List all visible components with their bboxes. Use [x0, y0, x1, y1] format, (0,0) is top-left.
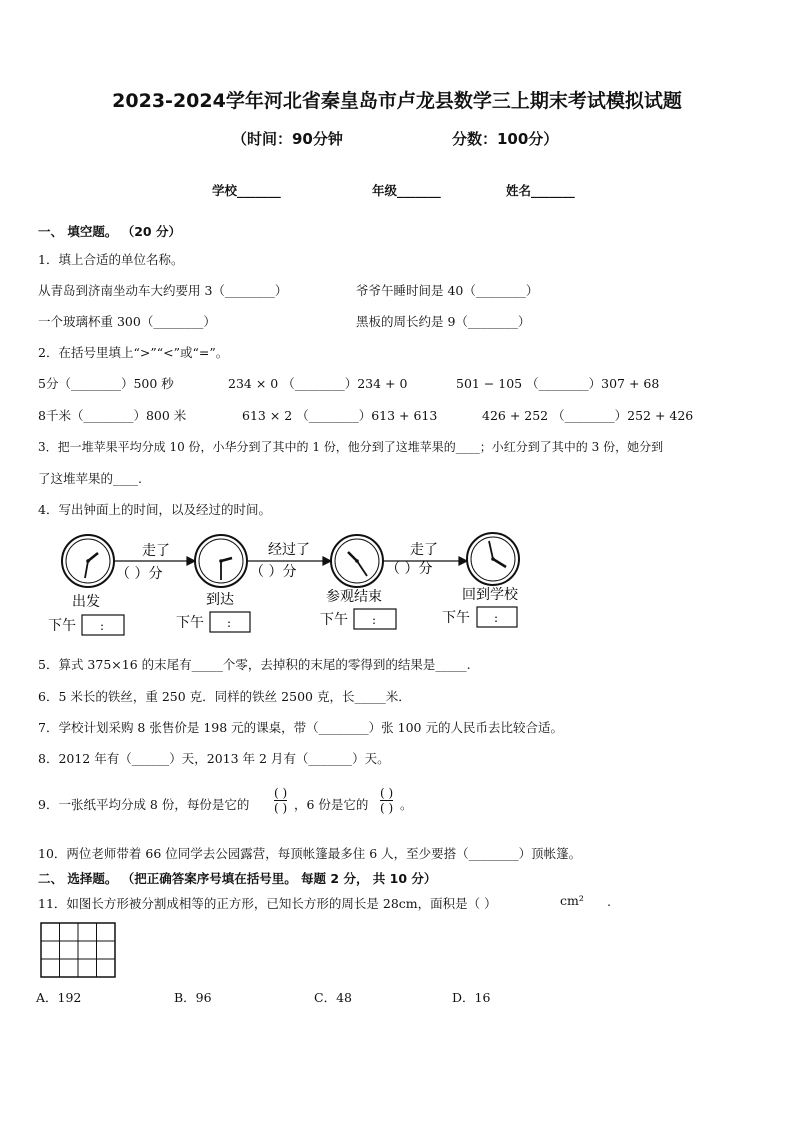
time-box-colon: : — [227, 616, 232, 630]
q1-item-c: 一个玻璃杯重 300（________） — [38, 314, 216, 329]
arrow-label-3: 走了 — [410, 542, 438, 558]
arrow-label-1: 走了 — [142, 543, 170, 559]
pm-label: 下午 — [176, 615, 204, 631]
q9-part-2: ，6 份是它的 — [294, 797, 369, 812]
q4-text: 4．写出钟面上的时间，以及经过的时间。 — [38, 502, 271, 517]
clock-diagram — [36, 527, 576, 642]
q1-text: 1．填上合适的单位名称。 — [38, 252, 184, 267]
q3-line-2: 了这堆苹果的____. — [38, 471, 142, 486]
exam-score: 分数：100分） — [452, 130, 559, 148]
q1-item-a: 从青岛到济南坐动车大约要用 3（________） — [38, 283, 288, 298]
q2-r2c3: 426 + 252 （________）252 + 426 — [482, 408, 694, 423]
q11-unit: cm² — [560, 893, 584, 908]
pm-label: 下午 — [320, 612, 348, 628]
q11-option-b[interactable]: B．96 — [174, 990, 212, 1005]
q1-item-b: 爷爷午睡时间是 40（________） — [356, 283, 539, 298]
q7-text: 7．学校计划采购 8 张售价是 198 元的课桌，带（________）张 100 元的人民币去比较合适。 — [38, 720, 563, 735]
rectangle-grid-figure — [40, 922, 116, 978]
q9-part-1: 9．一张纸平均分成 8 份，每份是它的 — [38, 797, 250, 812]
clock-icon — [62, 535, 114, 587]
pm-label: 下午 — [48, 618, 76, 634]
clock-icon — [331, 535, 383, 587]
elapsed-blank-3: （ ）分 — [386, 561, 433, 577]
section-2-heading: 二、 选择题。 （把正确答案序号填在括号里。 每题 2 分， 共 10 分） — [38, 871, 437, 886]
q8-text: 8．2012 年有（______）天，2013 年 2 月有（_______）天。 — [38, 751, 390, 766]
time-box-colon: : — [494, 611, 499, 625]
clock-label-1: 出发 — [72, 594, 100, 610]
q11-option-a[interactable]: A．192 — [36, 990, 82, 1005]
q2-r1c3: 501 − 105 （________）307 + 68 — [456, 376, 660, 391]
q6-text: 6．5 米长的铁丝，重 250 克．同样的铁丝 2500 克，长_____米． — [38, 689, 411, 704]
school-field: 学校_______ — [212, 183, 281, 198]
fraction-blank-1: ( ) ( ) — [274, 786, 288, 815]
q2-text: 2．在括号里填上“>”“<”或“=”。 — [38, 345, 229, 360]
q9-part-3: 。 — [400, 797, 413, 812]
elapsed-blank-2: （ ）分 — [250, 564, 297, 580]
time-box-colon: : — [372, 613, 377, 627]
clock-label-4: 回到学校 — [462, 587, 518, 603]
name-field: 姓名_______ — [506, 183, 575, 198]
clock-icon — [467, 533, 519, 585]
q11-option-c[interactable]: C．48 — [314, 990, 352, 1005]
q2-r2c2: 613 × 2 （________）613 + 613 — [242, 408, 438, 423]
q3-line-1: 3．把一堆苹果平均分成 10 份，小华分到了其中的 1 份，他分到了这堆苹果的____；小红分到了其中的 3 份，她分到 — [38, 440, 664, 454]
q2-r1c2: 234 × 0 （________）234 + 0 — [228, 376, 408, 391]
arrow-label-2: 经过了 — [268, 542, 310, 558]
q11-text: 11．如图长方形被分割成相等的正方形，已知长方形的周长是 28cm，面积是（ ） — [38, 896, 497, 911]
grade-field: 年级_______ — [372, 183, 441, 198]
q2-r1c1: 5分（________）500 秒 — [38, 376, 174, 391]
q11-option-d[interactable]: D．16 — [452, 990, 491, 1005]
q11-end: . — [607, 894, 611, 909]
q1-item-d: 黑板的周长约是 9（________） — [356, 314, 531, 329]
exam-time: （时间：90分钟 — [232, 130, 343, 148]
q5-text: 5．算式 375×16 的末尾有_____个零，去掉积的末尾的零得到的结果是_____. — [38, 657, 471, 672]
q2-r2c1: 8千米（________）800 米 — [38, 408, 187, 423]
clock-label-3: 参观结束 — [326, 589, 382, 605]
q10-text: 10．两位老师带着 66 位同学去公园露营，每顶帐篷最多住 6 人，至少要搭（________）顶帐篷。 — [38, 846, 582, 861]
exam-title: 2023-2024学年河北省秦皇岛市卢龙县数学三上期末考试模拟试题 — [112, 90, 682, 112]
fraction-blank-2: ( ) ( ) — [380, 786, 394, 815]
elapsed-blank-1: （ ）分 — [116, 566, 163, 582]
section-1-heading: 一、 填空题。 （20 分） — [38, 224, 181, 239]
pm-label: 下午 — [442, 610, 470, 626]
clock-icon — [195, 535, 247, 587]
clock-label-2: 到达 — [206, 592, 234, 608]
time-box-colon: : — [100, 619, 105, 633]
